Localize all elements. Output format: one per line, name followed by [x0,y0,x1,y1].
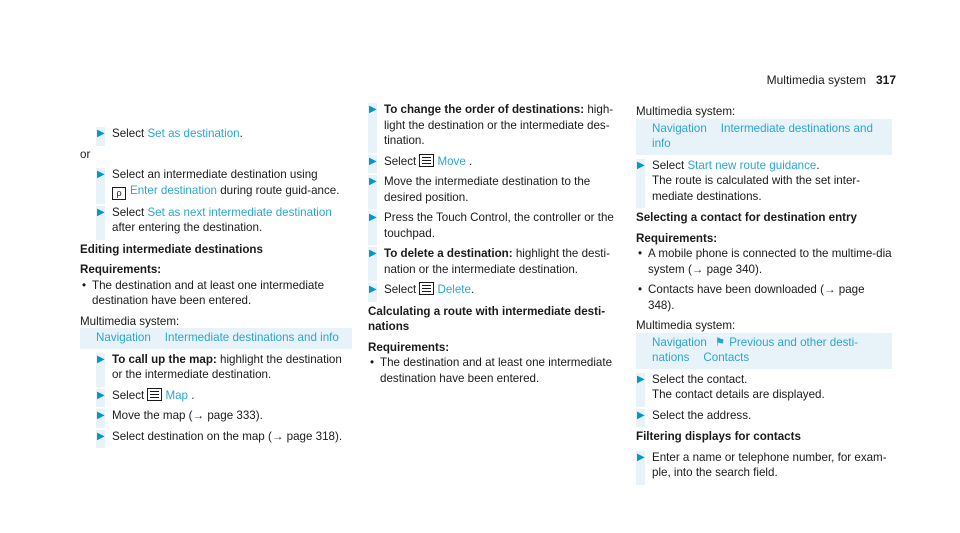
step: ▶ Select destination on the map (→ page 318). [96,429,352,445]
arrow-icon: ▶ [369,104,377,115]
menu-path: Navigation Intermediate destinations and info [636,121,892,152]
step: ▶ Move the intermediate destination to the desired position. [368,174,624,205]
arrow-icon: ▶ [97,410,105,421]
step: ▶ Select Map . [96,388,352,404]
heading: Calculating a route with intermediate desti-nations [368,304,606,333]
heading: Selecting a contact for destination entry [636,211,857,224]
arrow-icon: ▶ [637,409,645,421]
step: ▶ Select Set as next intermediate destination after entering the destination. [96,205,352,236]
arrow-icon: ▶ [369,212,377,223]
step: ▶ Select Start new route guidance. The route is calculated with the set inter-mediate destinations. [636,158,892,205]
requirement-item: • The destination and at least one intermediate destination have been entered. [82,278,325,307]
section-title: Multimedia system [766,73,866,87]
requirements-label: Requirements: [368,340,450,354]
menu-icon [147,388,162,401]
flag-icon: ⚑ [714,335,726,349]
arrow-icon: ▶ [97,430,105,442]
search-key-icon: ρ [112,187,126,200]
column-3 [636,102,892,486]
step: ▶ Select Set as destination. [96,126,352,142]
requirements-label: Requirements: [636,231,718,245]
column-1 [80,126,352,449]
step: ▶ Press the Touch Control, the controller or the touchpad. [368,210,624,241]
menu-icon [419,154,434,167]
system-label: Multimedia system: [636,319,736,332]
page-number: 317 [875,73,896,87]
column-2 [368,102,624,391]
requirements-label: Requirements: [80,263,162,276]
step: ▶ Enter a name or telephone number, for exam-ple, into the search field. [636,450,892,481]
arrow-icon: ▶ [369,248,377,259]
arrow-icon: ▶ [369,176,377,187]
step: ▶ Select the contact. The contact details are displayed. [636,372,892,403]
step: ▶ Select the address. [636,408,892,424]
requirement-item: • The destination and at least one intermediate destination have been entered. [370,356,613,385]
arrow-icon: ▶ [369,155,377,167]
arrow-icon: ▶ [97,128,105,139]
step: ▶ To call up the map: highlight the destination or the intermediate destination. [96,352,352,383]
menu-icon [419,282,434,295]
arrow-icon: ▶ [97,389,105,401]
system-label: Multimedia system: [80,314,180,328]
requirement-item: • Contacts have been downloaded (→ page 348). [638,283,865,312]
heading: Editing intermediate destinations [80,242,263,256]
step: ▶ Select an intermediate destination using ρ Enter destination during route guid-ance. [96,167,352,200]
menu-path: Navigation Intermediate destinations and info [80,330,352,346]
step: ▶ Select Delete. [368,282,624,298]
arrow-icon: ▶ [637,159,645,171]
arrow-icon: ▶ [637,451,645,463]
page-header [767,73,896,89]
requirement-item: • A mobile phone is connected to the multime-dia system (→ page 340). [638,247,892,276]
arrow-icon: ▶ [97,206,105,218]
step: ▶ To delete a destination: highlight the desti-nation or the intermediate destination. [368,246,624,277]
menu-path: Navigation ⚑ Previous and other desti-nations Contacts [636,335,892,366]
arrow-icon: ▶ [637,373,645,385]
arrow-icon: ▶ [97,169,105,180]
step: ▶ Select Move . [368,154,624,170]
menu-link: Set as destination [147,127,240,140]
or-text: or [80,147,91,161]
system-label: Multimedia system: [636,105,736,118]
arrow-icon: ▶ [369,284,377,295]
step: ▶ Move the map (→ page 333). [96,408,352,424]
step: ▶ To change the order of destinations: high-light the destination or the intermediate des-tination. [368,102,624,149]
arrow-icon: ▶ [97,353,105,365]
heading: Filtering displays for contacts [636,430,801,443]
